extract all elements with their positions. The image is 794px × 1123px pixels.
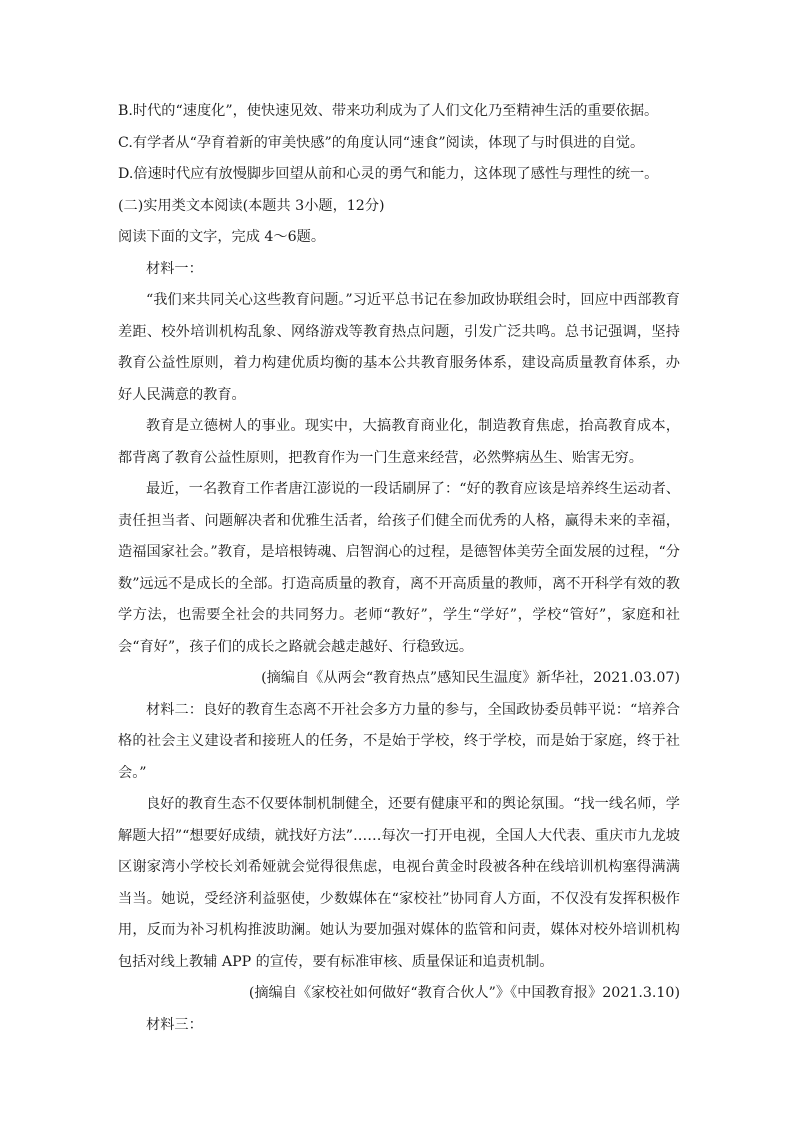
document-page: [118, 96, 680, 1041]
material2-paragraph-1: 材料二：良好的教育生态离不开社会多方力量的参与，全国政协委员韩平说：“培养合格的社会主义建设者和接班人的任务，不是始于学校，终于学校，而是始于家庭，终于社会。”: [118, 701, 680, 781]
material2-source: (摘编自《家校社如何做好“教育合伙人”》《中国教育报》2021.3.10): [248, 985, 680, 1001]
section-heading: (二)实用类文本阅读(本题共 3小题，12分): [118, 197, 385, 214]
material1-paragraph-3: 最近，一名教育工作者唐江澎说的一段话刷屏了：“好的教育应该是培养终生运动者、责任担当者、问题解决者和优雅生活者，给孩子们健全而优秀的人格，赢得未来的幸福，造福国家社会。”教育，是培根铸魂、启智润心的过程，是德智体美劳全面发展的过程，“分数”远远不是成长的全部。打造高质量的教育，离不开高质量的教师，离不开科学有效的教学方法，也需要全社会的共同努力。老师“教好”，学生“学好”，学校“管好”，家庭和社会“育好”，孩子们的成长之路就会越走越好、行稳致远。: [118, 481, 680, 655]
option-c: C.有学者从“孕育着新的审美快感”的角度认同“速食”阅读，体现了与时俱进的自觉。: [118, 134, 645, 151]
material1-source: (摘编自《从两会“教育热点”感知民生温度》新华社，2021.03.07): [261, 670, 680, 686]
material3-label: 材料三：: [146, 1016, 203, 1033]
material1-paragraph-1: “我们来共同关心这些教育问题。”习近平总书记在参加政协联组会时，回应中西部教育差距、校外培训机构乱象、网络游戏等教育热点问题，引发广泛共鸣。总书记强调，坚持教育公益性原则，着力构建优质均衡的基本公共教育服务体系，建设高质量教育体系，办好人民满意的教育。: [118, 292, 680, 403]
option-d: D.倍速时代应有放慢脚步回望从前和心灵的勇气和能力，这体现了感性与理性的统一。: [118, 166, 659, 182]
material1-label: 材料一：: [146, 260, 203, 277]
material2-paragraph-2: 良好的教育生态不仅要体制机制健全，还要有健康平和的舆论氛围。“找一线名师，学解题大招”“想要好成绩，就找好方法”……每次一打开电视，全国人大代表、重庆市九龙坡区谢家湾小学校长刘希娅就会觉得很焦虑，电视台黄金时段被各种在线培训机构塞得满满当当。她说，受经济利益驱使，少数媒体在“家校社”协同育人方面，不仅没有发挥积极作用，反而为补习机构推波助澜。她认为要加强对媒体的监管和问责，媒体对校外培训机构包括对线上教辅 APP 的宣传，要有标准审核、质量保证和追责机制。: [118, 796, 680, 970]
option-b: B.时代的“速度化”，使快速见效、带来功利成为了人们文化乃至精神生活的重要依据。: [118, 103, 659, 119]
section-instruction: 阅读下面的文字，完成 4～6题。: [118, 229, 326, 245]
material1-paragraph-2: 教育是立德树人的事业。现实中，大搞教育商业化，制造教育焦虑，抬高教育成本，都背离了教育公益性原则，把教育作为一门生意来经营，必然弊病丛生、贻害无穷。: [118, 418, 680, 466]
